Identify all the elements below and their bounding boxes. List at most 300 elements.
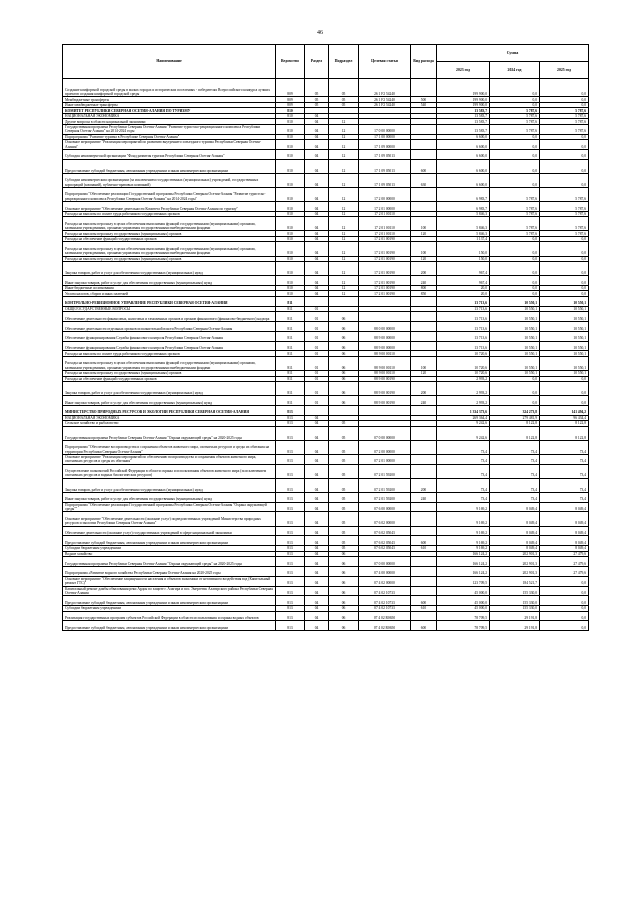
table-row — [63, 464, 589, 478]
row-section: 04 — [305, 236, 329, 242]
row-department: 810 — [276, 202, 305, 212]
row-sum-2025: 0,0 — [540, 621, 589, 631]
row-sum-2023: 73,4 — [437, 492, 490, 502]
row-section: 04 — [305, 291, 329, 297]
row-expense-type — [411, 341, 437, 351]
row-sum-2024: 8 049,4 — [490, 536, 540, 546]
row-target-item — [359, 405, 411, 415]
row-name: Расходы на обеспечение функций государственных органов — [63, 236, 276, 242]
row-sum-2025: 73,4 — [540, 492, 589, 502]
row-sum-2025: 5 787,6 — [540, 202, 589, 212]
row-sum-2023: 13 713,6 — [437, 322, 490, 332]
row-section: 04 — [305, 536, 329, 546]
row-target-item: 17 2 01 00190 — [359, 262, 411, 276]
row-subsection: 05 — [329, 502, 359, 512]
row-section: 05 — [305, 97, 329, 103]
row-sum-2023: 45 000,0 — [437, 606, 490, 612]
row-target-item: 07 2 01 59200 — [359, 478, 411, 492]
row-section: 04 — [305, 256, 329, 262]
row-target-item: 07 4 02 10733 — [359, 586, 411, 596]
row-department: 813 — [276, 596, 305, 606]
row-sum-2025: 10 550,1 — [540, 296, 589, 306]
row-sum-2024: 73,4 — [490, 478, 540, 492]
row-subsection: 06 — [329, 621, 359, 631]
row-sum-2024: 5 787,6 — [490, 113, 540, 119]
table-row — [63, 566, 589, 576]
row-department: 813 — [276, 551, 305, 557]
row-target-item: 17 2 01 00110 — [359, 231, 411, 237]
row-sum-2025: 0,0 — [540, 586, 589, 596]
row-sum-2025: 10 550,1 — [540, 306, 589, 312]
row-section: 01 — [305, 306, 329, 312]
row-name: Подпрограмма "Обеспечение воспроизводства и сохранения объектов животного мира, охотничьих ресурсов и среды их обитания на территории Республики Северная Осетия-Алания" — [63, 440, 276, 454]
row-sum-2023: 45 000,0 — [437, 596, 490, 606]
row-sum-2025: 8 049,4 — [540, 502, 589, 512]
row-section: 01 — [305, 382, 329, 396]
row-name: Обеспечение функционирования Службы финансового контроля Республики Северная Осетия-Алания — [63, 331, 276, 341]
row-expense-type: 600 — [411, 621, 437, 631]
row-sum-2023: 6 600,0 — [437, 173, 490, 187]
row-target-item — [359, 296, 411, 306]
row-sum-2024: 0,0 — [490, 276, 540, 286]
row-subsection — [329, 296, 359, 306]
table-row — [63, 596, 589, 606]
row-target-item: 17 1 00 00000 — [359, 134, 411, 140]
row-sum-2025: 73,4 — [540, 464, 589, 478]
row-section: 04 — [305, 159, 329, 173]
row-expense-type: 600 — [411, 159, 437, 173]
row-name: Расходы на выплаты персоналу в целях обеспечения выполнения функций государственными (муниципальными) органами, казенными учреждениями, органами управления государственными внебюджетными фондами — [63, 242, 276, 256]
row-sum-2024: 73,4 — [490, 440, 540, 454]
row-expense-type — [411, 124, 437, 134]
row-section: 04 — [305, 440, 329, 454]
row-section: 01 — [305, 322, 329, 332]
row-sum-2023: 166 124,2 — [437, 551, 490, 557]
row-sum-2025: 0,0 — [540, 236, 589, 242]
row-department: 813 — [276, 557, 305, 567]
row-subsection: 06 — [329, 322, 359, 332]
row-sum-2023: 9 169,2 — [437, 526, 490, 536]
row-target-item: 07 2 01 59200 — [359, 464, 411, 478]
row-sum-2025: 0,0 — [540, 606, 589, 612]
row-expense-type — [411, 405, 437, 415]
row-expense-type — [411, 586, 437, 596]
row-sum-2024: 5 787,6 — [490, 187, 540, 201]
row-sum-2025: 8 049,4 — [540, 526, 589, 536]
row-expense-type: 630 — [411, 173, 437, 187]
row-sum-2024: 202 901,3 — [490, 557, 540, 567]
row-department: 811 — [276, 371, 305, 377]
row-target-item: 07 6 02 05043 — [359, 526, 411, 536]
header-year-2025: 2025 год — [540, 62, 589, 79]
row-section: 04 — [305, 415, 329, 421]
row-expense-type: 610 — [411, 606, 437, 612]
row-sum-2023: 78 709,5 — [437, 611, 490, 621]
row-sum-2025: 8 049,4 — [540, 536, 589, 546]
row-name: Подпрограмма "Обеспечение реализации Государственной программы Республики Северная Осетия-Алания "Охрана окружающей среды"" — [63, 502, 276, 512]
row-department: 810 — [276, 173, 305, 187]
table-row — [63, 557, 589, 567]
row-sum-2025: 5 787,6 — [540, 231, 589, 237]
table-row — [63, 512, 589, 526]
row-department: 813 — [276, 606, 305, 612]
row-sum-2023: 6 600,0 — [437, 134, 490, 140]
row-name: Закупка товаров, работ и услуг для обеспечения государственных (муниципальных) нужд — [63, 478, 276, 492]
row-expense-type — [411, 187, 437, 201]
row-department: 813 — [276, 526, 305, 536]
row-sum-2025: 0,0 — [540, 596, 589, 606]
row-subsection: 05 — [329, 97, 359, 103]
row-sum-2025: 0,0 — [540, 576, 589, 586]
row-sum-2025: 10 550,1 — [540, 371, 589, 377]
row-department: 810 — [276, 231, 305, 237]
header-target-item: Целевая статья — [359, 45, 411, 79]
row-expense-type — [411, 140, 437, 150]
row-subsection: 06 — [329, 606, 359, 612]
row-sum-2023: 9 169,2 — [437, 546, 490, 552]
row-sum-2024: 8 049,4 — [490, 502, 540, 512]
table-row — [63, 502, 589, 512]
row-sum-2024: 8 122,8 — [490, 426, 540, 440]
row-sum-2025: 10 550,1 — [540, 322, 589, 332]
row-name: Осуществление полномочий Российской Федерации в области охраны и использования объектов животного мира (за исключением охотничьих ресурсов и водных биологических ресурсов) — [63, 464, 276, 478]
row-subsection: 06 — [329, 312, 359, 322]
row-sum-2024: 0,0 — [490, 382, 540, 396]
row-target-item: 17 1 09 05013 — [359, 173, 411, 187]
row-section: 04 — [305, 140, 329, 150]
row-name: Иные закупки товаров, работ и услуг для обеспечения государственных (муниципальных) нужд — [63, 276, 276, 286]
row-sum-2023: 199 900,0 — [437, 79, 490, 97]
row-section: 04 — [305, 231, 329, 237]
row-sum-2023: 10 720,6 — [437, 351, 490, 357]
row-subsection: 05 — [329, 440, 359, 454]
row-department: 811 — [276, 331, 305, 341]
row-target-item: 07 4 02 10733 — [359, 606, 411, 612]
row-target-item: 17 2 01 00190 — [359, 276, 411, 286]
row-sum-2024: 0,0 — [490, 285, 540, 291]
row-sum-2025: 5 787,6 — [540, 119, 589, 125]
row-expense-type: 200 — [411, 382, 437, 396]
row-section: 04 — [305, 492, 329, 502]
row-name: Другие вопросы в области национальной экономики — [63, 119, 276, 125]
row-sum-2024: 10 550,1 — [490, 351, 540, 357]
table-row — [63, 262, 589, 276]
row-subsection: 06 — [329, 382, 359, 396]
row-section: 04 — [305, 421, 329, 427]
row-name: Государственная программа Республики Северная Осетия-Алания "Охрана окружающей среды" на 2020-2025 годы — [63, 426, 276, 440]
row-section: 04 — [305, 217, 329, 231]
row-department: 810 — [276, 276, 305, 286]
row-sum-2024: 5 787,6 — [490, 108, 540, 114]
row-sum-2024: 0,0 — [490, 97, 540, 103]
row-subsection: 12 — [329, 119, 359, 125]
row-subsection: 06 — [329, 356, 359, 370]
row-sum-2023: 13 713,6 — [437, 331, 490, 341]
row-sum-2023: 166 124,2 — [437, 566, 490, 576]
row-section: 01 — [305, 312, 329, 322]
row-subsection: 12 — [329, 217, 359, 231]
table-row — [63, 276, 589, 286]
row-sum-2023: 45 000,0 — [437, 586, 490, 596]
row-subsection: 06 — [329, 557, 359, 567]
row-section — [305, 405, 329, 415]
row-name: Субсидия некоммерческой организации "Фонд развития туризма Республики Северная Осетия-Алания" — [63, 149, 276, 159]
row-target-item: 88 9 00 00000 — [359, 331, 411, 341]
row-section: 04 — [305, 621, 329, 631]
row-target-item: 17 2 01 00000 — [359, 202, 411, 212]
row-sum-2025: 0,0 — [540, 159, 589, 173]
row-sum-2023: 13 583,7 — [437, 113, 490, 119]
row-sum-2025: 0,0 — [540, 256, 589, 262]
row-sum-2024: 155 330,0 — [490, 596, 540, 606]
row-subsection: 05 — [329, 102, 359, 108]
row-section: 04 — [305, 173, 329, 187]
row-sum-2025: 0,0 — [540, 291, 589, 297]
row-section: 04 — [305, 478, 329, 492]
row-name: Государственная программа Республики Северная Осетия-Алания "Развитие туристско-рекреационного комплекса Республики Северная Осетия-Алания" на 2014-2024 годы — [63, 124, 276, 134]
row-department: 810 — [276, 256, 305, 262]
row-sum-2025: 10 550,1 — [540, 341, 589, 351]
row-department: 810 — [276, 262, 305, 276]
row-sum-2024: 73,4 — [490, 464, 540, 478]
row-name: Расходы на выплаты по оплате труда работников государственных органов — [63, 211, 276, 217]
row-section: 04 — [305, 242, 329, 256]
row-sum-2024: 10 550,1 — [490, 312, 540, 322]
row-section: 04 — [305, 576, 329, 586]
row-sum-2023: 6 600,0 — [437, 140, 490, 150]
row-sum-2023: 13 713,6 — [437, 341, 490, 351]
row-subsection: 12 — [329, 211, 359, 217]
row-sum-2025: 0,0 — [540, 285, 589, 291]
row-subsection: 12 — [329, 173, 359, 187]
row-expense-type: 100 — [411, 242, 437, 256]
row-section: 04 — [305, 596, 329, 606]
row-target-item: 88 9 00 00110 — [359, 356, 411, 370]
row-expense-type — [411, 576, 437, 586]
row-target-item: 88 9 00 00110 — [359, 351, 411, 357]
row-sum-2024: 73,4 — [490, 454, 540, 464]
row-section: 04 — [305, 502, 329, 512]
table-row — [63, 296, 589, 306]
row-sum-2024: 0,0 — [490, 79, 540, 97]
row-section: 04 — [305, 262, 329, 276]
row-sum-2025: 0,0 — [540, 376, 589, 382]
row-name: Основное мероприятие "Реализация мероприятий по развитию внутреннего и въездного туризма Республики Северная Осетия-Алания" — [63, 140, 276, 150]
row-department: 810 — [276, 113, 305, 119]
table-row — [63, 454, 589, 464]
row-expense-type — [411, 464, 437, 478]
row-expense-type — [411, 502, 437, 512]
row-section: 04 — [305, 557, 329, 567]
table-row — [63, 586, 589, 596]
row-target-item: 17 1 09 05013 — [359, 159, 411, 173]
row-sum-2024: 0,0 — [490, 102, 540, 108]
table-row — [63, 140, 589, 150]
row-name: КОМИТЕТ РЕСПУБЛИКИ СЕВЕРНАЯ ОСЕТИЯ-АЛАНИЯ ПО ТУРИЗМУ — [63, 108, 276, 114]
table-row — [63, 536, 589, 546]
row-sum-2023: 9 242,6 — [437, 426, 490, 440]
row-target-item: 07 2 00 00000 — [359, 440, 411, 454]
row-sum-2024: 202 901,3 — [490, 551, 540, 557]
row-expense-type — [411, 557, 437, 567]
row-name: Подпрограмма "Обеспечение реализации Государственной программы Республики Северная Осетия-Алания "Развитие туристско-рекреационного комплекса Республики Северная Осетия-Алания" на 2014-2024 годы" — [63, 187, 276, 201]
table-row — [63, 621, 589, 631]
row-target-item: 88 9 00 00190 — [359, 396, 411, 406]
row-subsection: 12 — [329, 262, 359, 276]
row-target-item: 07 4 02 R0650 — [359, 621, 411, 631]
row-department: 810 — [276, 149, 305, 159]
row-sum-2023: 73,4 — [437, 478, 490, 492]
row-department: 810 — [276, 236, 305, 242]
row-name: Расходы на выплаты персоналу государственных (муниципальных) органов — [63, 256, 276, 262]
row-subsection: 12 — [329, 140, 359, 150]
row-expense-type: 200 — [411, 262, 437, 276]
table-row — [63, 440, 589, 454]
row-section: 04 — [305, 134, 329, 140]
row-sum-2024: 10 550,1 — [490, 356, 540, 370]
row-sum-2025: 0,0 — [540, 242, 589, 256]
row-name: Расходы на выплаты персоналу государственных (муниципальных) органов — [63, 371, 276, 377]
row-section: 04 — [305, 113, 329, 119]
row-sum-2024: 5 787,6 — [490, 124, 540, 134]
row-target-item: 17 2 01 00110 — [359, 211, 411, 217]
row-section: 04 — [305, 211, 329, 217]
table-row — [63, 242, 589, 256]
row-target-item: 07 4 02 R0650 — [359, 611, 411, 621]
table-row — [63, 79, 589, 97]
row-name: КОНТРОЛЬНО-РЕВИЗИОННОЕ УПРАВЛЕНИЕ РЕСПУБЛИКИ СЕВЕРНАЯ ОСЕТИЯ-АЛАНИЯ — [63, 296, 276, 306]
row-target-item: 17 0 00 00000 — [359, 124, 411, 134]
row-subsection: 05 — [329, 546, 359, 552]
table-row — [63, 159, 589, 173]
row-sum-2023: 5 846,3 — [437, 211, 490, 217]
table-header — [63, 45, 589, 79]
row-expense-type: 120 — [411, 256, 437, 262]
row-name: Подпрограмма «Развитие водного хозяйства Республики Северная Осетия-Алания на 2020-2025 годы — [63, 566, 276, 576]
row-department: 811 — [276, 322, 305, 332]
row-sum-2023: 13 583,7 — [437, 108, 490, 114]
row-name: НАЦИОНАЛЬНАЯ ЭКОНОМИКА — [63, 415, 276, 421]
row-expense-type — [411, 512, 437, 526]
row-section: 01 — [305, 396, 329, 406]
row-target-item: 17 2 01 00190 — [359, 236, 411, 242]
row-sum-2024: 8 122,8 — [490, 421, 540, 427]
row-target-item: 88 9 00 00000 — [359, 341, 411, 351]
row-department: 810 — [276, 217, 305, 231]
row-expense-type — [411, 454, 437, 464]
row-subsection: 12 — [329, 242, 359, 256]
table-row — [63, 322, 589, 332]
row-department: 813 — [276, 536, 305, 546]
row-subsection: 12 — [329, 276, 359, 286]
table-body — [63, 79, 589, 631]
row-sum-2023: 2 993,2 — [437, 376, 490, 382]
row-expense-type: 240 — [411, 492, 437, 502]
row-name: МИНИСТЕРСТВО ПРИРОДНЫХ РЕСУРСОВ И ЭКОЛОГИИ РЕСПУБЛИКИ СЕВЕРНАЯ ОСЕТИЯ-АЛАНИЯ — [63, 405, 276, 415]
row-department: 813 — [276, 576, 305, 586]
row-department: 813 — [276, 454, 305, 464]
table-row — [63, 124, 589, 134]
table-row — [63, 217, 589, 231]
row-sum-2024: 0,0 — [490, 236, 540, 242]
row-department: 809 — [276, 79, 305, 97]
row-sum-2023: 5 846,3 — [437, 217, 490, 231]
row-subsection: 12 — [329, 285, 359, 291]
row-expense-type: 120 — [411, 231, 437, 237]
row-name: ОБЩЕГОСУДАРСТВЕННЫЕ ВОПРОСЫ — [63, 306, 276, 312]
row-target-item: 07 4 02 10733 — [359, 596, 411, 606]
row-sum-2025: 73,4 — [540, 454, 589, 464]
row-section: 04 — [305, 464, 329, 478]
row-name: Иные бюджетные ассигнования — [63, 285, 276, 291]
row-sum-2023: 13 583,7 — [437, 124, 490, 134]
row-sum-2024: 0,0 — [490, 159, 540, 173]
row-section: 01 — [305, 351, 329, 357]
row-sum-2024: 155 330,0 — [490, 586, 540, 596]
row-sum-2024: 0,0 — [490, 291, 540, 297]
row-sum-2025: 0,0 — [540, 396, 589, 406]
row-subsection: 05 — [329, 79, 359, 97]
row-sum-2023: 6 983,7 — [437, 202, 490, 212]
row-sum-2023: 199 900,0 — [437, 102, 490, 108]
row-section: 01 — [305, 356, 329, 370]
table-row — [63, 396, 589, 406]
row-subsection: 05 — [329, 454, 359, 464]
row-department: 811 — [276, 296, 305, 306]
row-target-item: 07 2 01 59200 — [359, 492, 411, 502]
row-sum-2025: 96 434,4 — [540, 415, 589, 421]
row-sum-2025: 0,0 — [540, 611, 589, 621]
row-sum-2024: 0,0 — [490, 262, 540, 276]
row-sum-2024: 29 191,8 — [490, 611, 540, 621]
row-subsection: 12 — [329, 124, 359, 134]
row-subsection: 06 — [329, 586, 359, 596]
row-expense-type: 100 — [411, 217, 437, 231]
row-sum-2025: 0,0 — [540, 79, 589, 97]
row-expense-type — [411, 312, 437, 322]
row-sum-2024: 202 901,3 — [490, 566, 540, 576]
row-section: 04 — [305, 276, 329, 286]
row-sum-2025: 10 550,1 — [540, 331, 589, 341]
row-target-item: 26 1 F2 54240 — [359, 79, 411, 97]
row-sum-2024: 0,0 — [490, 149, 540, 159]
row-target-item: 07 4 00 00000 — [359, 566, 411, 576]
row-department: 811 — [276, 312, 305, 322]
row-sum-2024: 279 481,9 — [490, 415, 540, 421]
row-target-item: 07 6 00 00000 — [359, 502, 411, 512]
row-subsection: 12 — [329, 291, 359, 297]
row-name: Иные межбюджетные трансферты — [63, 102, 276, 108]
row-department: 813 — [276, 426, 305, 440]
row-target-item: 26 1 F2 54240 — [359, 102, 411, 108]
row-sum-2025: 0,0 — [540, 102, 589, 108]
row-department: 810 — [276, 187, 305, 201]
row-department: 813 — [276, 546, 305, 552]
row-sum-2023: 199 900,0 — [437, 97, 490, 103]
row-sum-2023: 9 169,2 — [437, 512, 490, 526]
row-subsection: 06 — [329, 396, 359, 406]
row-section: 04 — [305, 149, 329, 159]
row-sum-2025: 10 550,1 — [540, 351, 589, 357]
row-subsection: 05 — [329, 421, 359, 427]
row-sum-2023: 10 720,6 — [437, 356, 490, 370]
page-number: 46 — [317, 30, 323, 36]
row-sum-2023: 1 137,4 — [437, 236, 490, 242]
row-sum-2023: 166 124,2 — [437, 557, 490, 567]
row-sum-2025: 27 479,6 — [540, 551, 589, 557]
row-expense-type: 120 — [411, 371, 437, 377]
row-subsection: 12 — [329, 202, 359, 212]
